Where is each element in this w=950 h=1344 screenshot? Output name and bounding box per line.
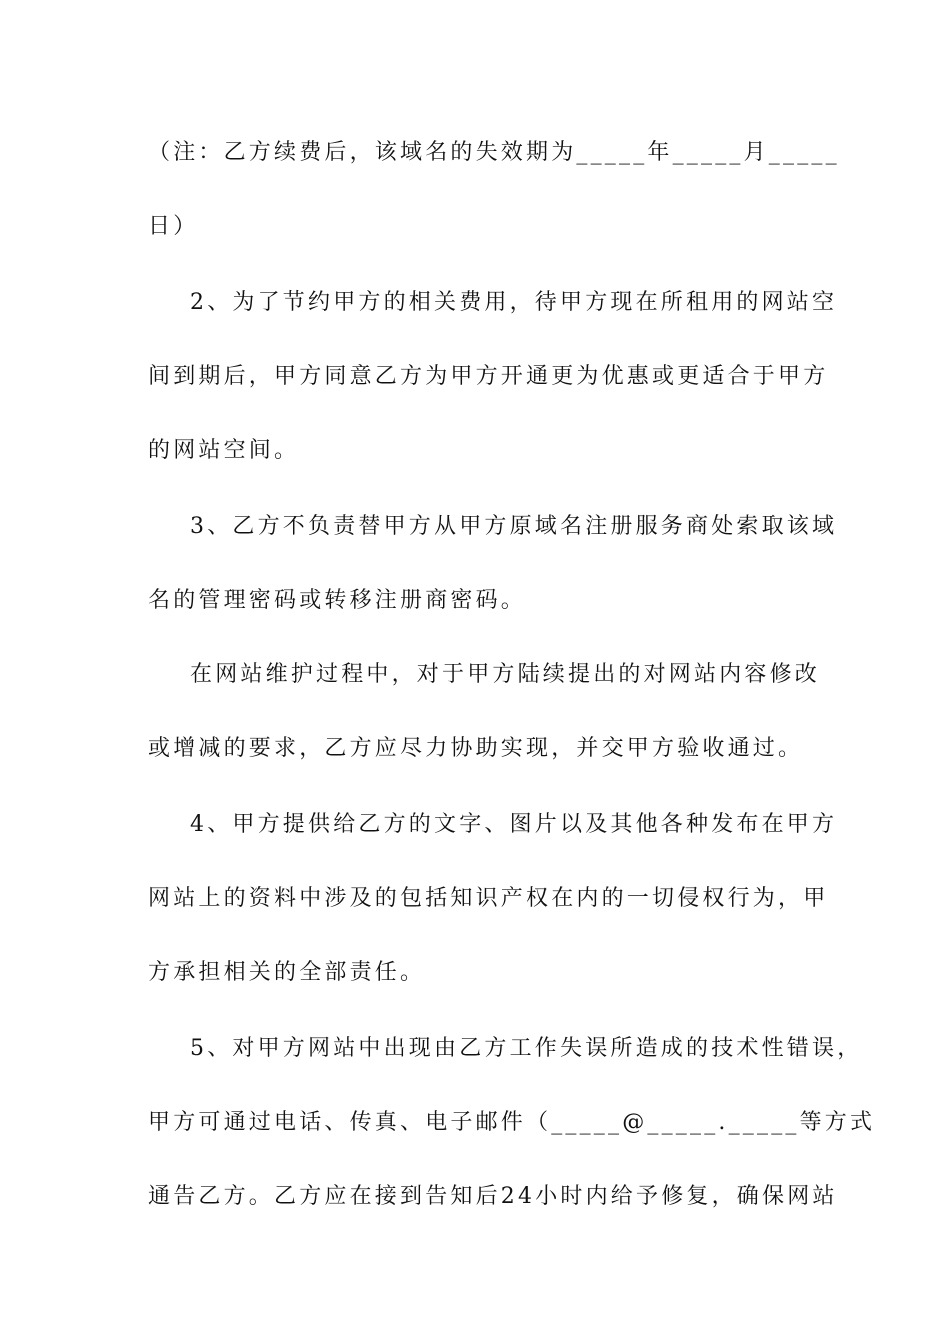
text-line-clause-5-cont: 甲方可通过电话、传真、电子邮件（_____@_____._____等方式 [148, 1110, 876, 1135]
text-line-clause-5: 5、对甲方网站中出现由乙方工作失误所造成的技术性错误， [190, 1036, 863, 1061]
text-line-clause-2-cont: 间到期后，甲方同意乙方为甲方开通更为优惠或更适合于甲方 [148, 364, 829, 389]
text-line-clause-4-end: 方承担相关的全部责任。 [148, 960, 426, 985]
text-line-renewal-note: （注：乙方续费后，该域名的失效期为_____年_____月_____ [148, 140, 840, 165]
text-line-clause-5-cont-2: 通告乙方。乙方应在接到告知后24小时内给予修复，确保网站 [148, 1184, 838, 1209]
text-line-clause-4-cont: 网站上的资料中涉及的包括知识产权在内的一切侵权行为，甲 [148, 886, 829, 911]
text-line-maintenance-end: 或增减的要求，乙方应尽力协助实现，并交甲方验收通过。 [148, 736, 804, 761]
text-line-renewal-note-end: 日） [148, 214, 199, 239]
text-line-clause-2: 2、为了节约甲方的相关费用，待甲方现在所租用的网站空 [190, 290, 838, 315]
text-line-clause-3: 3、乙方不负责替甲方从甲方原域名注册服务商处索取该域 [190, 514, 838, 539]
text-line-maintenance: 在网站维护过程中，对于甲方陆续提出的对网站内容修改 [190, 662, 821, 687]
text-line-clause-3-end: 名的管理密码或转移注册商密码。 [148, 588, 527, 613]
text-line-clause-4: 4、甲方提供给乙方的文字、图片以及其他各种发布在甲方 [190, 812, 838, 837]
text-line-clause-2-end: 的网站空间。 [148, 438, 300, 463]
